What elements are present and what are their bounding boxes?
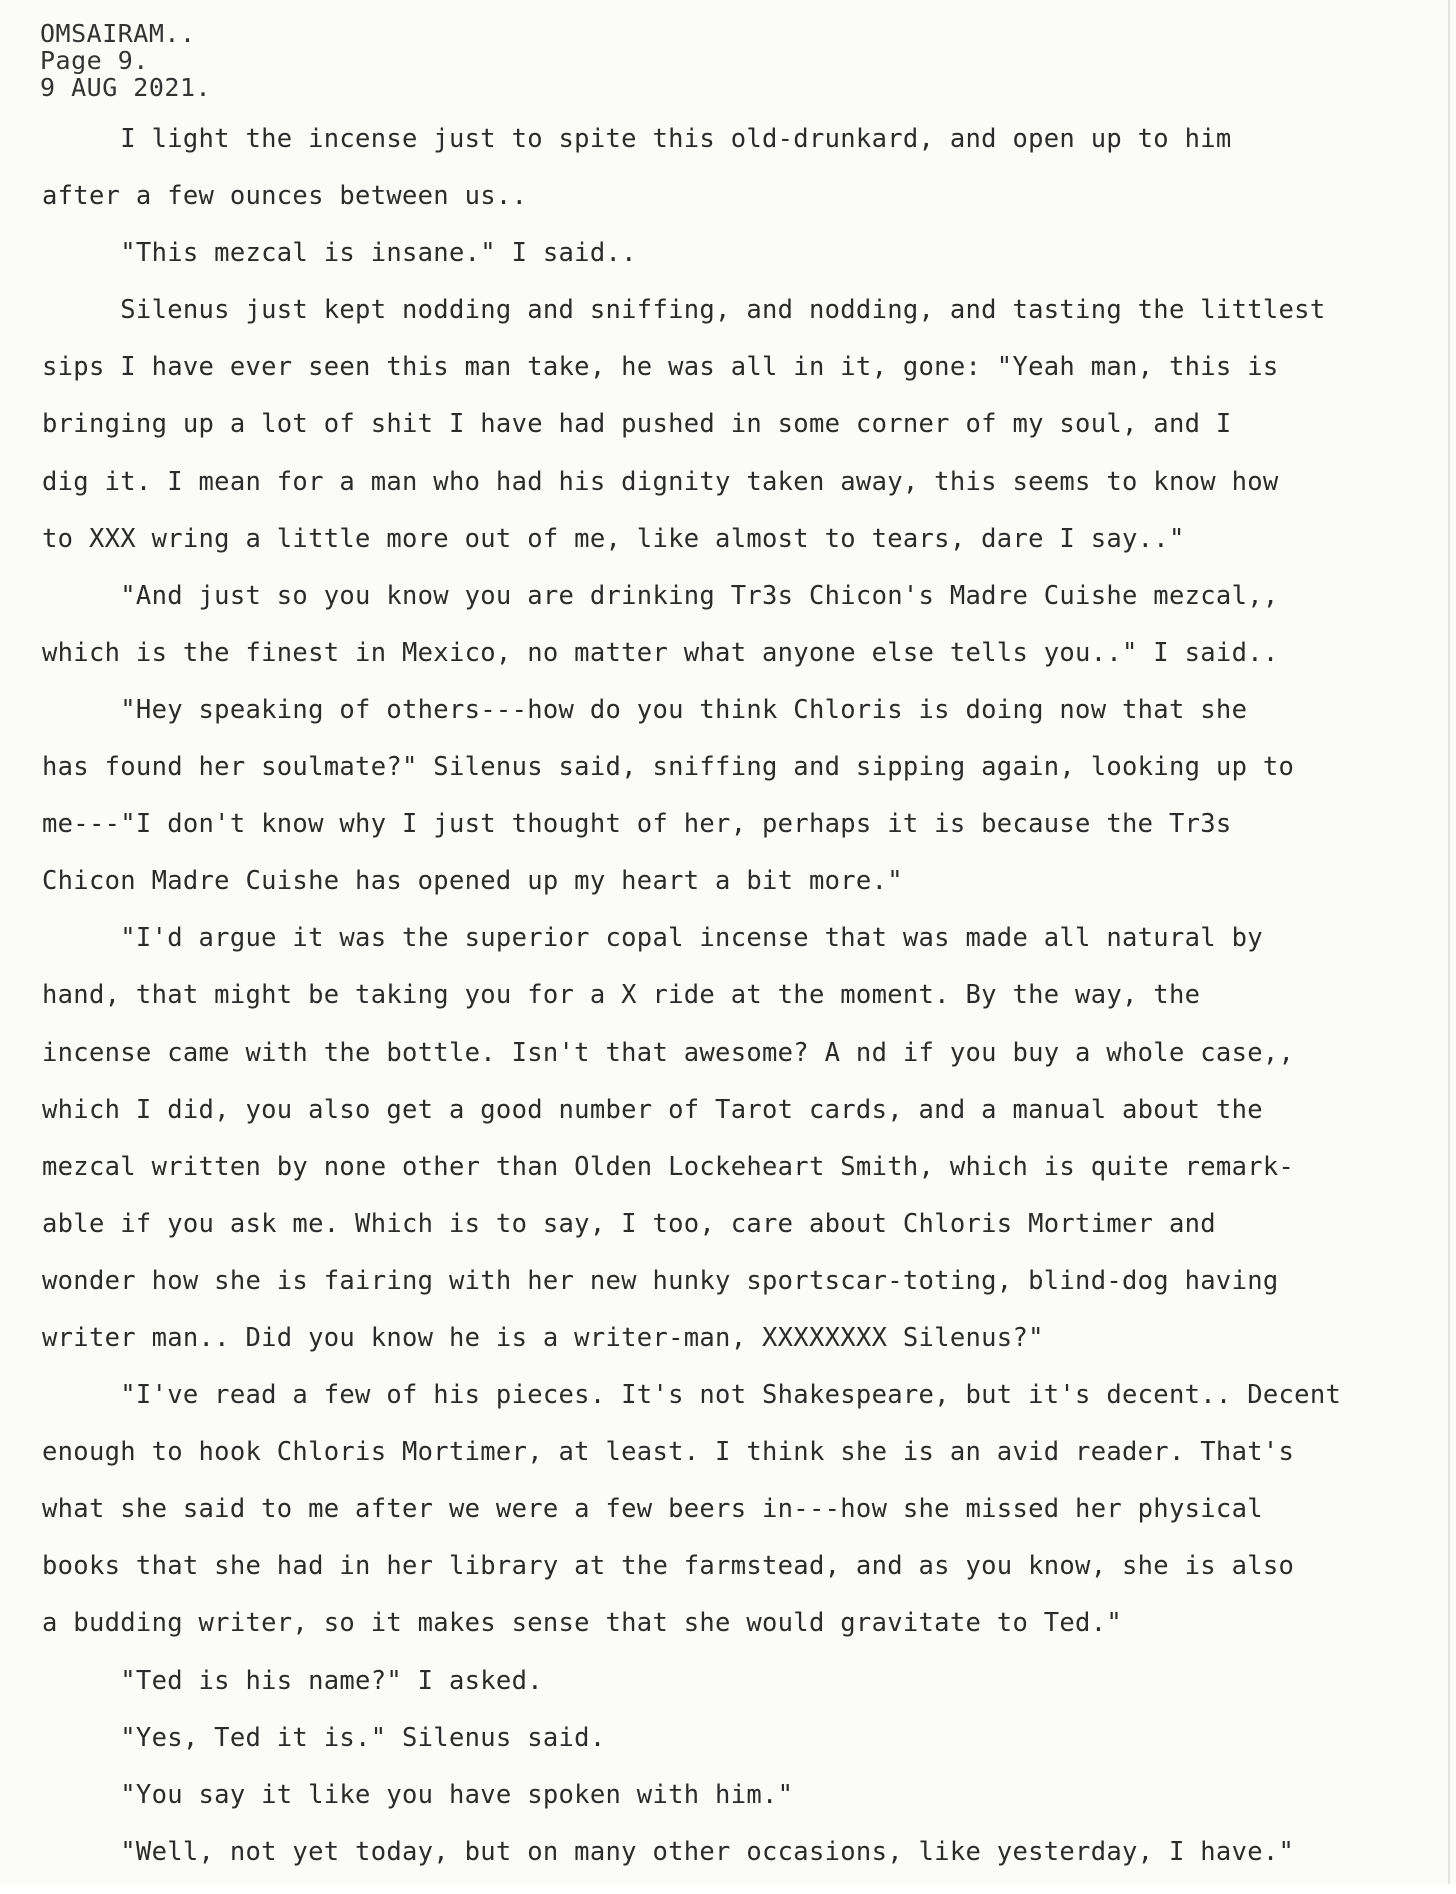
text-line: sips I have ever seen this man take, he was all in it, gone: "Yeah man, this is [42,352,1279,383]
text-line: hand, that might be taking you for a X ride at the moment. By the way, the [42,980,1201,1011]
text-line: a budding writer, so it makes sense that she would gravitate to Ted." [42,1608,1123,1639]
text-line: "I've read a few of his pieces. It's not Shakespeare, but it's decent.. Decent [42,1380,1342,1411]
text-line: books that she had in her library at the farmstead, and as you know, she is also [42,1551,1295,1582]
text-line: "Yes, Ted it is." Silenus said. [42,1722,606,1753]
text-line: what she said to me after we were a few beers in---how she missed her physical [42,1494,1263,1525]
header-page-number: Page 9. [40,46,149,75]
text-line: "You say it like you have spoken with him." [42,1779,794,1810]
text-line: writer man.. Did you know he is a writer-man, XXXXXXXX Silenus?" [42,1322,1044,1353]
text-line: "This mezcal is insane." I said.. [42,238,637,269]
text-line: which is the finest in Mexico, no matter what anyone else tells you.." I said.. [42,637,1279,668]
text-line: Chicon Madre Cuishe has opened up my heart a bit more." [42,866,903,897]
text-line: to XXX wring a little more out of me, like almost to tears, dare I say.." [42,523,1185,554]
text-line: dig it. I mean for a man who had his dignity taken away, this seems to know how [42,466,1279,497]
text-line: me---"I don't know why I just thought of her, perhaps it is because the Tr3s [42,809,1232,840]
text-line: able if you ask me. Which is to say, I too, care about Chloris Mortimer and [42,1208,1216,1239]
header-date: 9 AUG 2021. [40,73,212,102]
header-title: OMSAIRAM.. [40,19,196,48]
page-edge-shadow [1448,0,1450,1884]
text-line: enough to hook Chloris Mortimer, at least. I think she is an avid reader. That's [42,1437,1295,1468]
text-line: after a few ounces between us.. [42,181,528,212]
text-line: wonder how she is fairing with her new hunky sportscar-toting, blind-dog having [42,1265,1279,1296]
text-line: Silenus just kept nodding and sniffing, and nodding, and tasting the littlest [42,295,1326,326]
page-header [40,20,211,101]
text-line: has found her soulmate?" Silenus said, sniffing and sipping again, looking up to [42,752,1295,783]
text-line: "Ted is his name?" I asked. [42,1665,543,1696]
text-line: mezcal written by none other than Olden Lockeheart Smith, which is quite remark- [42,1151,1295,1182]
body-text [42,124,1442,1894]
text-line: bringing up a lot of shit I have had pushed in some corner of my soul, and I [42,409,1232,440]
text-line: I light the incense just to spite this old-drunkard, and open up to him [42,124,1232,154]
text-line: incense came with the bottle. Isn't that awesome? A nd if you buy a whole case,, [42,1037,1295,1068]
text-line: "Hey speaking of others---how do you think Chloris is doing now that she [42,694,1248,725]
text-line: "I'd argue it was the superior copal incense that was made all natural by [42,923,1263,954]
text-line: which I did, you also get a good number of Tarot cards, and a manual about the [42,1094,1263,1125]
text-line: "Well, not yet today, but on many other occasions, like yesterday, I have." [42,1836,1295,1867]
text-line: "And just so you know you are drinking Tr3s Chicon's Madre Cuishe mezcal,, [42,580,1279,611]
